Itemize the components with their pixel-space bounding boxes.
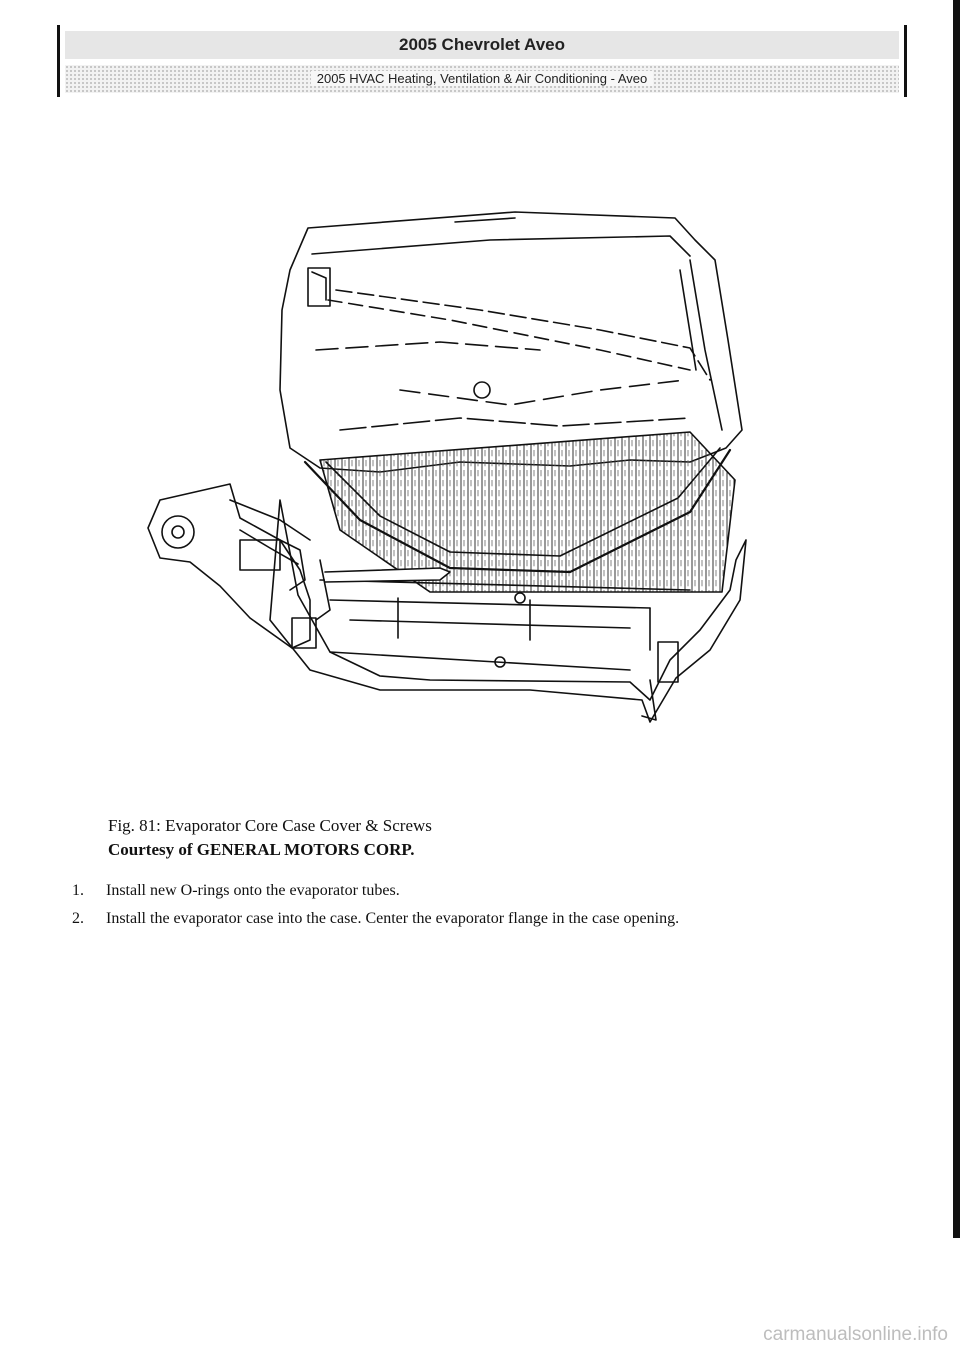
header-title: 2005 Chevrolet Aveo [65,31,899,59]
page-edge [953,0,960,1238]
procedure-steps [72,880,852,936]
pipe-flange [148,484,310,648]
step-text: Install new O-rings onto the evaporator tubes. [106,882,400,899]
watermark: carmanualsonline.info [763,1324,948,1345]
header-left-rule [57,25,60,97]
header-subtitle: 2005 HVAC Heating, Ventilation & Air Conditioning - Aveo [311,71,654,86]
caption-courtesy: Courtesy of GENERAL MOTORS CORP. [108,840,415,859]
list-item [72,908,852,930]
caption-title: Fig. 81: Evaporator Core Case Cover & Screws [108,816,432,835]
step-text: Install the evaporator case into the case. Center the evaporator flange in the case opening. [106,910,680,927]
figure-caption [108,814,432,862]
page-header [57,25,907,97]
evaporator-case-illustration [130,200,770,760]
list-item [72,880,852,902]
step-number: 1. [72,882,84,899]
header-right-rule [904,25,907,97]
header-subtitle-band [65,65,899,93]
step-number: 2. [72,910,84,927]
